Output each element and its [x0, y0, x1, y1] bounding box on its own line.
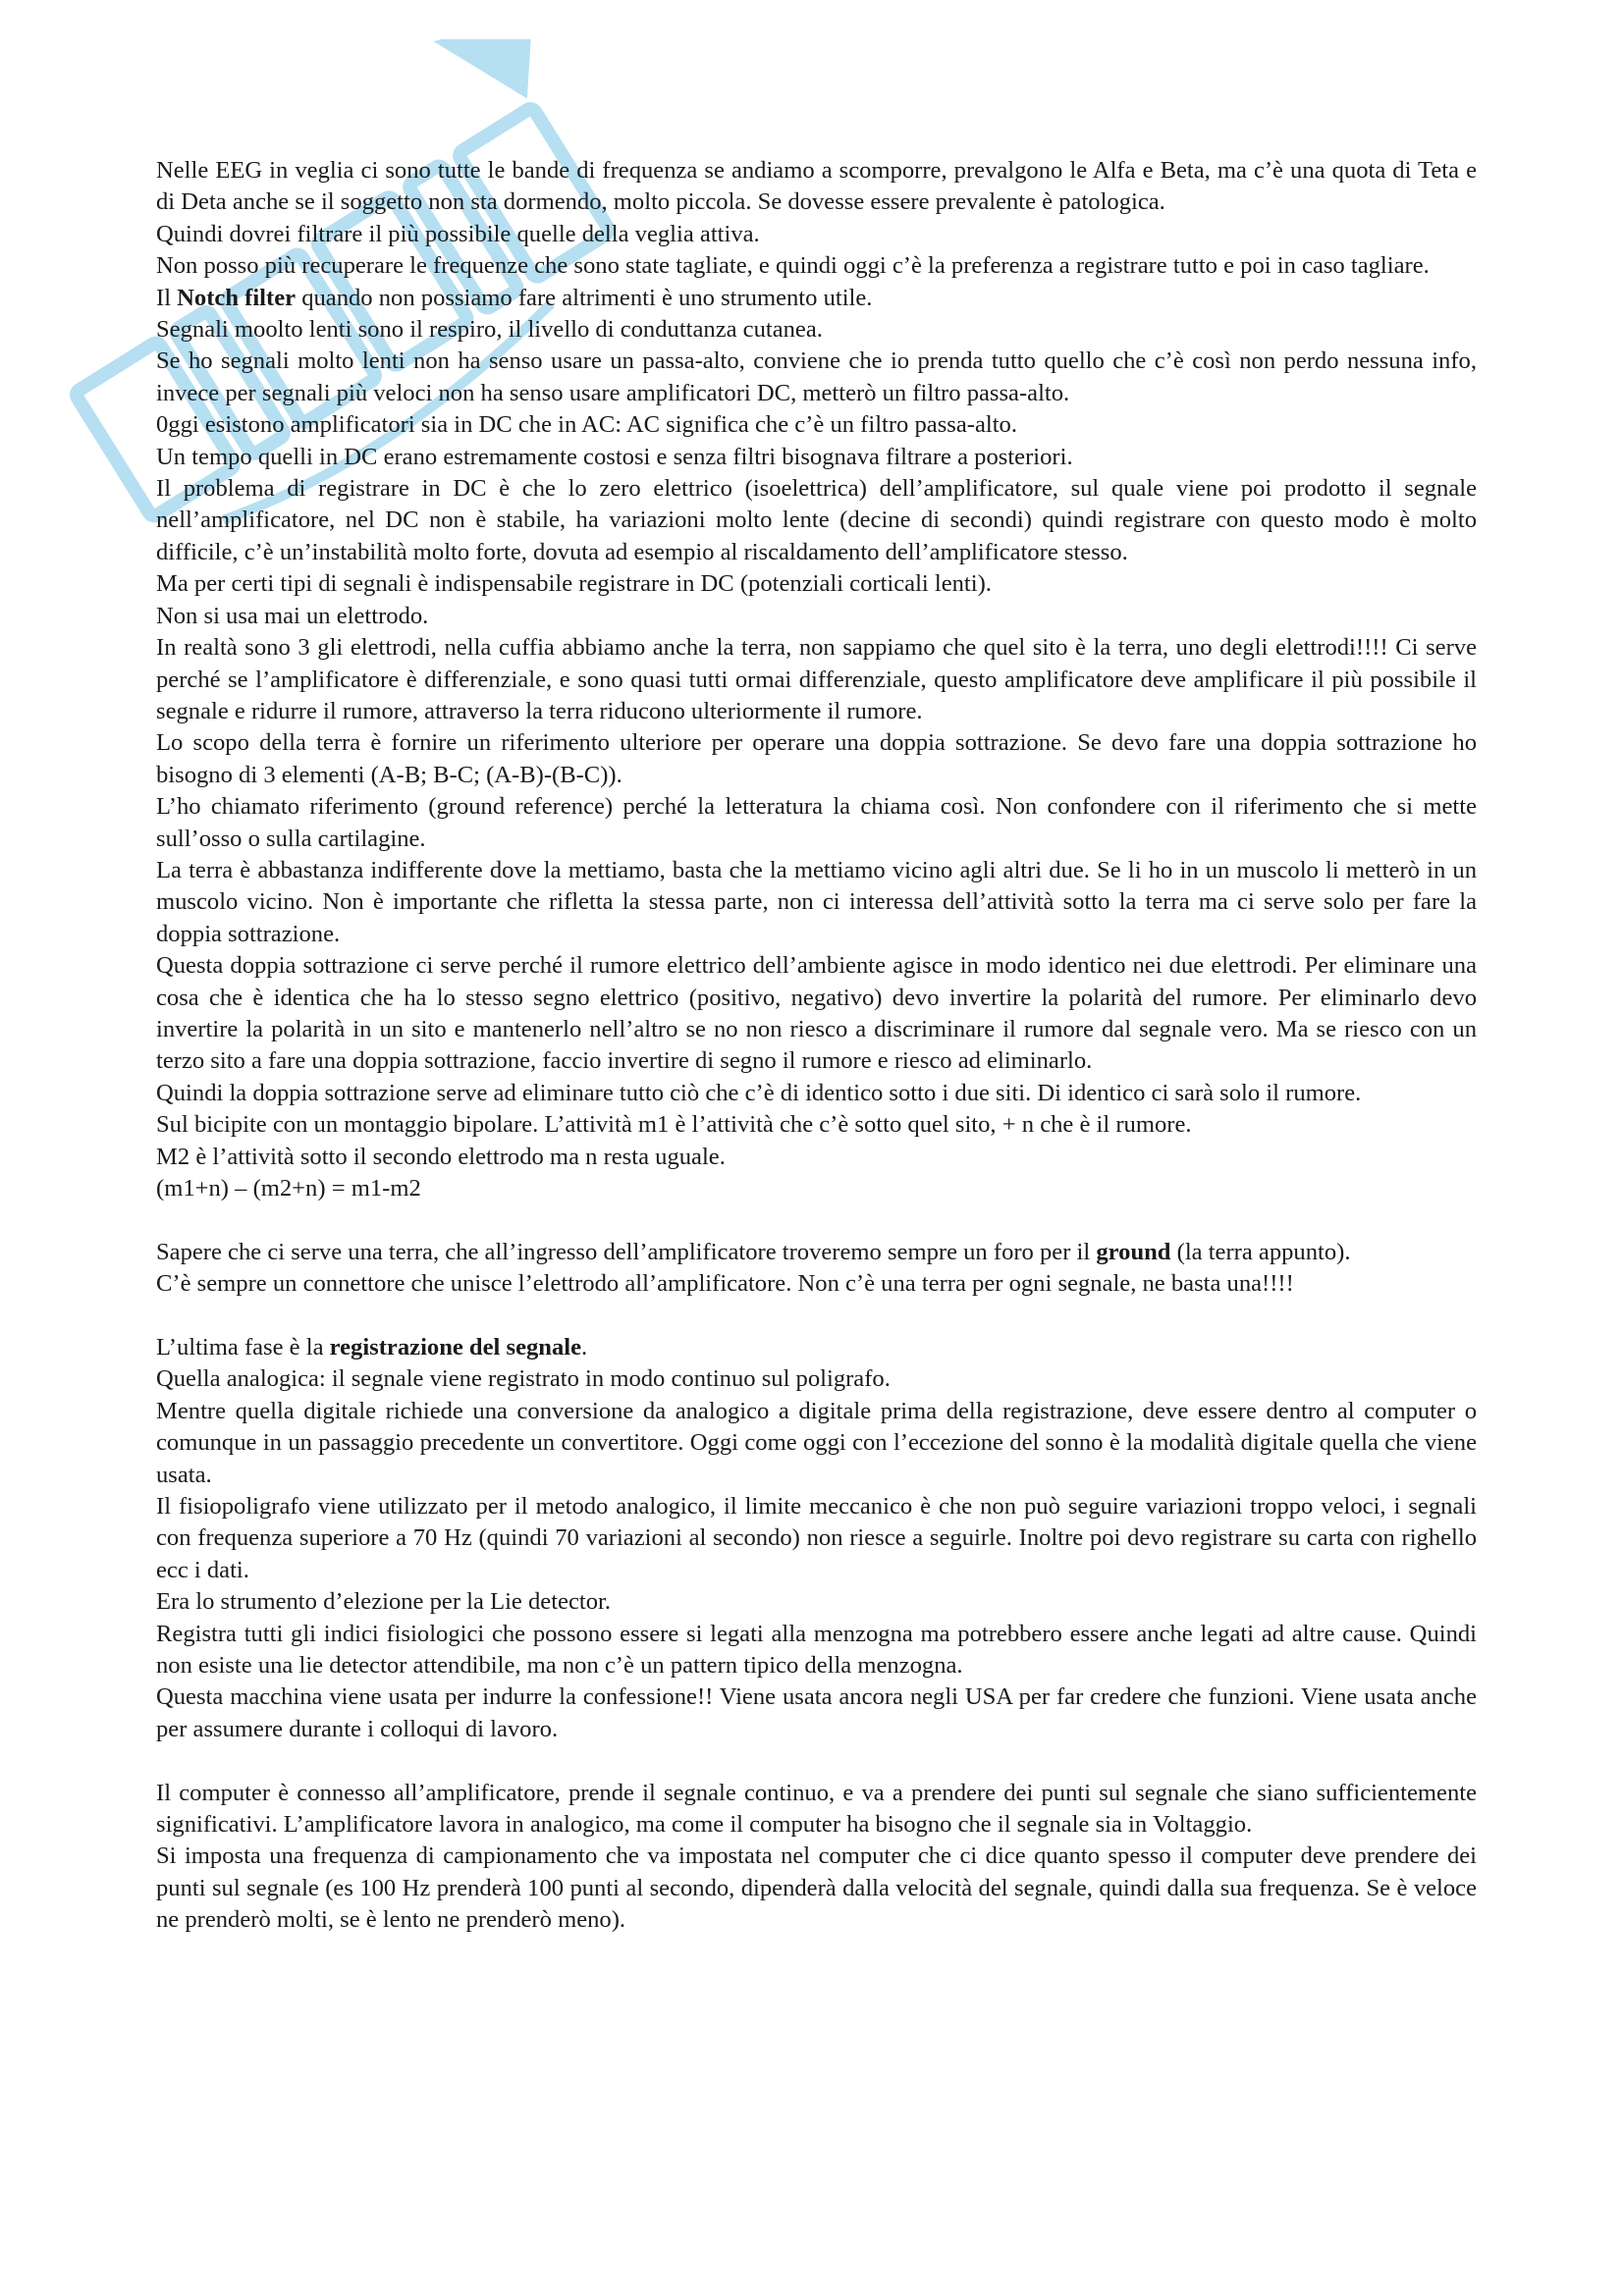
- paragraph: [156, 1142, 1477, 1173]
- text-run: Era lo strumento d’elezione per la Lie detector.: [156, 1588, 611, 1616]
- paragraph: [156, 632, 1477, 727]
- paragraph: [156, 568, 1477, 600]
- blank-line: [156, 1301, 1477, 1332]
- paragraph: [156, 1682, 1477, 1745]
- bold-term: ground: [1096, 1238, 1171, 1265]
- text-run: Sapere che ci serve una terra, che all’ingresso dell’amplificatore troveremo sempre un foro per il: [156, 1238, 1097, 1265]
- paragraph: [156, 219, 1477, 250]
- blank-line: [156, 1745, 1477, 1777]
- paragraph: [156, 1619, 1477, 1682]
- paragraph: [156, 1109, 1477, 1141]
- text-run: C’è sempre un connettore che unisce l’elettrodo all’amplificatore. Non c’è una terra per ogni segnale, ne basta una!!!!: [156, 1270, 1294, 1298]
- text-run: Il computer è connesso all’amplificatore, prende il segnale continuo, e va a prendere dei punti sul segnale che siano sufficientemente significativi. L’amplificatore lavora in analogico, ma come il computer ha bisogno che il segnale sia in Voltaggio.: [156, 1779, 1477, 1839]
- text-run: Quella analogica: il segnale viene registrato in modo continuo sul poligrafo.: [156, 1365, 891, 1393]
- text-run: M2 è l’attività sotto il secondo elettrodo ma n resta uguale.: [156, 1143, 726, 1170]
- bold-term: Notch filter: [177, 284, 297, 311]
- text-run: Il problema di registrare in DC è che lo zero elettrico (isoelettrica) dell’amplificatore, sul quale viene poi prodotto il segnale nell’amplificatore, nel DC non è stabile, ha variazioni molto lente (decine di secondi) quindi registrare con questo modo è molto difficile, c’è un’instabilità molto forte, dovuta ad esempio al riscaldamento dell’amplificatore stesso.: [156, 475, 1477, 565]
- paragraph: [156, 1332, 1477, 1363]
- text-run: Lo scopo della terra è fornire un riferimento ulteriore per operare una doppia sottrazione. Se devo fare una doppia sottrazione ho bisogno di 3 elementi (A-B; B-C; (A-B)-(B-C)).: [156, 729, 1477, 788]
- paragraph: [156, 855, 1477, 950]
- text-run: (m1+n) – (m2+n) = m1-m2: [156, 1175, 421, 1201]
- text-run: L’ultima fase è la: [156, 1334, 330, 1361]
- paragraph: [156, 1778, 1477, 1842]
- text-run: Non si usa mai un elettrodo.: [156, 602, 429, 629]
- paragraph: [156, 601, 1477, 632]
- text-run: Si imposta una frequenza di campionamento che va impostata nel computer che ci dice quanto spesso il computer deve prendere dei punti sul segnale (es 100 Hz prenderà 100 punti al secondo, dipenderà dalla velocità del segnale, quindi dalla sua frequenza. Se è veloce ne prenderò molti, se è lento ne prenderò meno).: [156, 1842, 1477, 1934]
- paragraph: [156, 1491, 1477, 1586]
- text-run: Sul bicipite con un montaggio bipolare. L’attività m1 è l’attività che c’è sotto quel sito, + n che è il rumore.: [156, 1111, 1192, 1139]
- paragraph: [156, 950, 1477, 1078]
- text-run: 0ggi esistono amplificatori sia in DC che in AC: AC significa che c’è un filtro passa-alto.: [156, 411, 1017, 439]
- text-run: quando non possiamo fare altrimenti è uno strumento utile.: [296, 284, 873, 311]
- text-run: Non posso più recuperare le frequenze che sono state tagliate, e quindi oggi c’è la preferenza a registrare tutto e poi in caso tagliare.: [156, 252, 1430, 280]
- paragraph: [156, 1173, 1477, 1204]
- paragraph: [156, 1841, 1477, 1936]
- paragraph: [156, 250, 1477, 282]
- paragraph: [156, 1396, 1477, 1491]
- paragraph: [156, 346, 1477, 409]
- paragraph: [156, 1078, 1477, 1109]
- paragraph: [156, 1237, 1477, 1268]
- text-run: Ma per certi tipi di segnali è indispensabile registrare in DC (potenziali corticali lenti).: [156, 570, 992, 598]
- paragraph: [156, 1363, 1477, 1395]
- paragraph: [156, 442, 1477, 473]
- text-run: Segnali moolto lenti sono il respiro, il livello di conduttanza cutanea.: [156, 316, 823, 344]
- text-run: Se ho segnali molto lenti non ha senso usare un passa-alto, conviene che io prenda tutto quello che c’è così non perdo nessuna info, invece per segnali più veloci non ha senso usare amplificatori DC, metterò un filtro passa-alto.: [156, 347, 1477, 406]
- text-run: La terra è abbastanza indifferente dove la mettiamo, basta che la mettiamo vicino agli altri due. Se li ho in un muscolo li metterò in un muscolo vicino. Non è importante che rifletta la stessa parte, non ci interessa dell’attività sotto la terra ma ci serve solo per fare la doppia sottrazione.: [156, 856, 1477, 947]
- paragraph: [156, 283, 1477, 314]
- paragraph: [156, 791, 1477, 855]
- bold-term: registrazione del segnale: [329, 1334, 582, 1361]
- blank-line: [156, 1204, 1477, 1236]
- paragraph: [156, 314, 1477, 346]
- paragraph: [156, 409, 1477, 441]
- paragraph: [156, 1268, 1477, 1300]
- text-run: Registra tutti gli indici fisiologici che possono essere si legati alla menzogna ma potrebbero essere anche legati ad altre cause. Quindi non esiste una lie detector attendibile, ma non c’è un pattern tipico della menzogna.: [156, 1620, 1477, 1680]
- document-page: [156, 155, 1477, 1937]
- text-run: Il fisiopoligrafo viene utilizzato per il metodo analogico, il limite meccanico è che non può seguire variazioni troppo veloci, i segnali con frequenza superiore a 70 Hz (quindi 70 variazioni al secondo) non riesce a seguirle. Inoltre poi devo registrare su carta con righello ecc i dati.: [156, 1493, 1477, 1583]
- watermark-arrow-shape: [434, 39, 569, 125]
- paragraph: [156, 473, 1477, 568]
- text-run: Il: [156, 284, 178, 311]
- paragraph: [156, 1586, 1477, 1618]
- paragraph: [156, 155, 1477, 219]
- text-run: Questa macchina viene usata per indurre la confessione!! Viene usata ancora negli USA per far credere che funzioni. Viene usata anche per assumere durante i colloqui di lavoro.: [156, 1683, 1477, 1742]
- text-run: Questa doppia sottrazione ci serve perché il rumore elettrico dell’ambiente agisce in modo identico nei due elettrodi. Per eliminare una cosa che è identica che ha lo stesso segno elettrico (positivo, negativo) devo invertire la polarità del rumore. Per eliminarlo devo invertire la polarità in un sito e mantenerlo nell’altro se no non riesco a discriminare il rumore dal segnale vero. Ma se riesco con un terzo sito a fare una doppia sottrazione, faccio invertire di segno il rumore e riesco ad eliminarlo.: [156, 952, 1477, 1075]
- text-run: Mentre quella digitale richiede una conversione da analogico a digitale prima della registrazione, deve essere dentro al computer o comunque in un passaggio precedente un convertitore. Oggi come oggi con l’eccezione del sonno è la modalità digitale quella che viene usata.: [156, 1397, 1477, 1488]
- text-run: .: [581, 1334, 588, 1361]
- text-run: Quindi dovrei filtrare il più possibile quelle della veglia attiva.: [156, 220, 760, 247]
- paragraph: [156, 727, 1477, 791]
- text-run: Quindi la doppia sottrazione serve ad eliminare tutto ciò che c’è di identico sotto i due siti. Di identico ci sarà solo il rumore.: [156, 1079, 1362, 1106]
- text-run: In realtà sono 3 gli elettrodi, nella cuffia abbiamo anche la terra, non sappiamo che quel sito è la terra, uno degli elettrodi!!!! Ci serve perché se l’amplificatore è differenziale, e sono quasi tutti ormai differenziale, questo amplificatore deve amplificare il più possibile il segnale e ridurre il rumore, attraverso la terra riducono ulteriormente il rumore.: [156, 634, 1477, 724]
- text-run: L’ho chiamato riferimento (ground reference) perché la letteratura la chiama così. Non confondere con il riferimento che si mette sull’osso o sulla cartilagine.: [156, 793, 1477, 852]
- text-run: (la terra appunto).: [1170, 1238, 1351, 1265]
- text-run: Un tempo quelli in DC erano estremamente costosi e senza filtri bisognava filtrare a posteriori.: [156, 443, 1073, 470]
- text-run: Nelle EEG in veglia ci sono tutte le bande di frequenza se andiamo a scomporre, prevalgono le Alfa e Beta, ma c’è una quota di Teta e di Deta anche se il soggetto non sta dormendo, molto piccola. Se dovesse essere prevalente è patologica.: [156, 157, 1477, 216]
